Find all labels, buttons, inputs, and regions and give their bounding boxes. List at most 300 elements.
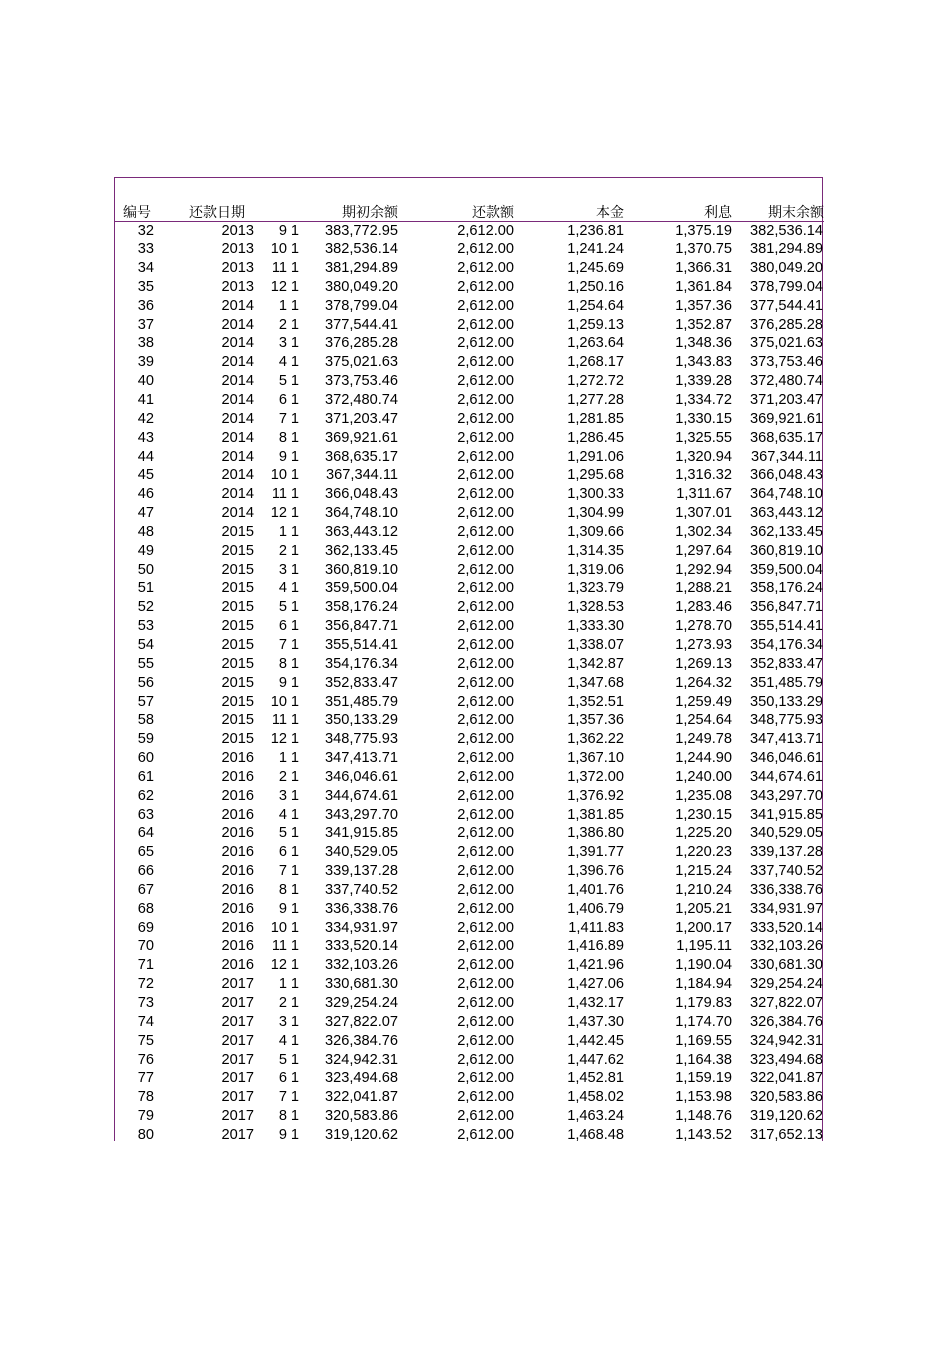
cell-principal: 1,352.51 bbox=[567, 693, 625, 710]
cell-payment: 2,612.00 bbox=[457, 957, 515, 974]
cell-closing-balance: 352,833.47 bbox=[749, 655, 824, 672]
cell-day: 1 bbox=[290, 260, 300, 277]
cell-closing-balance: 347,413.71 bbox=[749, 731, 824, 748]
cell-day: 1 bbox=[290, 467, 300, 484]
cell-payment: 2,612.00 bbox=[457, 844, 515, 861]
cell-payment: 2,612.00 bbox=[457, 1051, 515, 1068]
cell-no: 34 bbox=[137, 260, 154, 277]
cell-year: 2015 bbox=[221, 561, 254, 578]
cell-month: 6 bbox=[278, 844, 287, 861]
cell-day: 1 bbox=[290, 1032, 300, 1049]
cell-day: 1 bbox=[290, 787, 300, 804]
cell-year: 2016 bbox=[221, 881, 254, 898]
cell-year: 2013 bbox=[221, 241, 254, 258]
cell-interest: 1,235.08 bbox=[675, 787, 733, 804]
cell-no: 44 bbox=[137, 448, 154, 465]
header-principal: 本金 bbox=[514, 178, 624, 221]
cell-year: 2017 bbox=[221, 1013, 254, 1030]
cell-closing-balance: 332,103.26 bbox=[749, 938, 824, 955]
cell-closing-balance: 336,338.76 bbox=[749, 881, 824, 898]
cell-payment: 2,612.00 bbox=[457, 976, 515, 993]
cell-no: 56 bbox=[137, 674, 154, 691]
cell-month: 11 bbox=[271, 486, 287, 503]
cell-no: 68 bbox=[137, 900, 154, 917]
cell-year: 2014 bbox=[221, 297, 254, 314]
cell-day: 1 bbox=[290, 655, 300, 672]
cell-year: 2016 bbox=[221, 919, 254, 936]
cell-day: 1 bbox=[290, 523, 300, 540]
cell-year: 2017 bbox=[221, 976, 254, 993]
cell-no: 58 bbox=[137, 712, 154, 729]
cell-no: 40 bbox=[137, 373, 154, 390]
cell-year: 2014 bbox=[221, 335, 254, 352]
cell-interest: 1,195.11 bbox=[676, 938, 733, 955]
cell-principal: 1,241.24 bbox=[567, 241, 625, 258]
cell-day: 1 bbox=[290, 373, 300, 390]
cell-year: 2014 bbox=[221, 467, 254, 484]
cell-closing-balance: 362,133.45 bbox=[749, 523, 824, 540]
cell-interest: 1,311.67 bbox=[676, 486, 733, 503]
cell-opening-balance: 366,048.43 bbox=[324, 486, 399, 503]
cell-payment: 2,612.00 bbox=[457, 825, 515, 842]
cell-payment: 2,612.00 bbox=[457, 900, 515, 917]
cell-interest: 1,159.19 bbox=[675, 1070, 733, 1087]
table-row bbox=[115, 428, 824, 447]
cell-day: 1 bbox=[290, 448, 300, 465]
cell-opening-balance: 327,822.07 bbox=[324, 1013, 399, 1030]
cell-opening-balance: 355,514.41 bbox=[324, 636, 399, 653]
cell-opening-balance: 343,297.70 bbox=[324, 806, 399, 823]
cell-opening-balance: 320,583.86 bbox=[324, 1108, 399, 1125]
cell-day: 1 bbox=[290, 995, 300, 1012]
cell-principal: 1,421.96 bbox=[567, 957, 625, 974]
cell-closing-balance: 339,137.28 bbox=[749, 844, 824, 861]
cell-opening-balance: 348,775.93 bbox=[324, 731, 399, 748]
cell-no: 51 bbox=[137, 580, 154, 597]
cell-closing-balance: 371,203.47 bbox=[749, 392, 824, 409]
cell-month: 8 bbox=[278, 655, 287, 672]
cell-interest: 1,205.21 bbox=[675, 900, 733, 917]
cell-month: 9 bbox=[278, 448, 287, 465]
cell-day: 1 bbox=[290, 712, 300, 729]
table-row bbox=[115, 353, 824, 372]
table-row bbox=[115, 843, 824, 862]
cell-closing-balance: 319,120.62 bbox=[749, 1108, 824, 1125]
header-opening-balance: 期初余额 bbox=[305, 178, 398, 221]
cell-opening-balance: 371,203.47 bbox=[324, 410, 399, 427]
cell-day: 1 bbox=[290, 674, 300, 691]
table-body bbox=[115, 221, 824, 1144]
cell-month: 12 bbox=[270, 278, 287, 295]
cell-principal: 1,401.76 bbox=[567, 881, 625, 898]
cell-payment: 2,612.00 bbox=[457, 542, 515, 559]
cell-closing-balance: 350,133.29 bbox=[749, 693, 824, 710]
table-row bbox=[115, 1126, 824, 1145]
cell-no: 55 bbox=[137, 655, 154, 672]
cell-interest: 1,316.32 bbox=[675, 467, 733, 484]
cell-payment: 2,612.00 bbox=[457, 919, 515, 936]
cell-no: 80 bbox=[137, 1126, 154, 1143]
cell-principal: 1,309.66 bbox=[567, 523, 625, 540]
cell-interest: 1,278.70 bbox=[675, 618, 733, 635]
cell-day: 1 bbox=[290, 863, 300, 880]
table-row bbox=[115, 598, 824, 617]
cell-payment: 2,612.00 bbox=[457, 467, 515, 484]
cell-year: 2015 bbox=[221, 618, 254, 635]
cell-opening-balance: 369,921.61 bbox=[324, 429, 399, 446]
cell-interest: 1,348.36 bbox=[675, 335, 733, 352]
cell-principal: 1,263.64 bbox=[567, 335, 625, 352]
cell-closing-balance: 375,021.63 bbox=[749, 335, 824, 352]
cell-year: 2016 bbox=[221, 900, 254, 917]
cell-day: 1 bbox=[290, 731, 300, 748]
cell-no: 60 bbox=[137, 750, 154, 767]
cell-year: 2015 bbox=[221, 693, 254, 710]
cell-year: 2015 bbox=[221, 674, 254, 691]
cell-interest: 1,164.38 bbox=[675, 1051, 733, 1068]
cell-interest: 1,169.55 bbox=[675, 1032, 733, 1049]
cell-month: 10 bbox=[270, 693, 287, 710]
cell-principal: 1,304.99 bbox=[567, 505, 625, 522]
cell-no: 43 bbox=[137, 429, 154, 446]
cell-month: 11 bbox=[271, 260, 287, 277]
cell-day: 1 bbox=[290, 335, 300, 352]
cell-month: 2 bbox=[278, 542, 287, 559]
cell-principal: 1,300.33 bbox=[567, 486, 625, 503]
cell-principal: 1,458.02 bbox=[567, 1089, 625, 1106]
cell-closing-balance: 343,297.70 bbox=[749, 787, 824, 804]
cell-no: 47 bbox=[137, 505, 154, 522]
cell-principal: 1,452.81 bbox=[567, 1070, 625, 1087]
cell-opening-balance: 344,674.61 bbox=[324, 787, 399, 804]
table-row bbox=[115, 466, 824, 485]
table-row bbox=[115, 786, 824, 805]
header-payment: 还款额 bbox=[398, 178, 514, 221]
cell-interest: 1,230.15 bbox=[675, 806, 733, 823]
cell-no: 49 bbox=[137, 542, 154, 559]
cell-year: 2014 bbox=[221, 410, 254, 427]
cell-no: 36 bbox=[137, 297, 154, 314]
cell-year: 2014 bbox=[221, 448, 254, 465]
table-row bbox=[115, 1069, 824, 1088]
cell-month: 10 bbox=[270, 241, 287, 258]
cell-opening-balance: 326,384.76 bbox=[324, 1032, 399, 1049]
cell-day: 1 bbox=[290, 919, 300, 936]
cell-interest: 1,292.94 bbox=[675, 561, 733, 578]
cell-principal: 1,468.48 bbox=[567, 1126, 625, 1143]
cell-principal: 1,272.72 bbox=[567, 373, 625, 390]
cell-interest: 1,225.20 bbox=[675, 825, 733, 842]
cell-opening-balance: 322,041.87 bbox=[324, 1089, 399, 1106]
cell-year: 2015 bbox=[221, 580, 254, 597]
cell-payment: 2,612.00 bbox=[457, 881, 515, 898]
cell-payment: 2,612.00 bbox=[457, 297, 515, 314]
cell-year: 2016 bbox=[221, 957, 254, 974]
cell-closing-balance: 376,285.28 bbox=[749, 316, 824, 333]
table-row bbox=[115, 560, 824, 579]
cell-year: 2013 bbox=[221, 278, 254, 295]
table-row bbox=[115, 767, 824, 786]
cell-opening-balance: 352,833.47 bbox=[324, 674, 399, 691]
cell-principal: 1,362.22 bbox=[567, 731, 625, 748]
cell-closing-balance: 377,544.41 bbox=[749, 297, 824, 314]
cell-no: 33 bbox=[137, 241, 154, 258]
cell-no: 76 bbox=[137, 1051, 154, 1068]
cell-no: 70 bbox=[137, 938, 154, 955]
cell-day: 1 bbox=[290, 316, 300, 333]
cell-principal: 1,319.06 bbox=[567, 561, 625, 578]
cell-month: 6 bbox=[278, 392, 287, 409]
cell-day: 1 bbox=[290, 750, 300, 767]
cell-closing-balance: 333,520.14 bbox=[749, 919, 824, 936]
cell-no: 59 bbox=[137, 731, 154, 748]
cell-closing-balance: 366,048.43 bbox=[749, 467, 824, 484]
cell-year: 2017 bbox=[221, 1032, 254, 1049]
cell-closing-balance: 340,529.05 bbox=[749, 825, 824, 842]
cell-interest: 1,307.01 bbox=[675, 505, 733, 522]
cell-opening-balance: 380,049.20 bbox=[324, 278, 399, 295]
cell-day: 1 bbox=[290, 542, 300, 559]
cell-opening-balance: 323,494.68 bbox=[324, 1070, 399, 1087]
table-row bbox=[115, 221, 824, 240]
cell-year: 2015 bbox=[221, 599, 254, 616]
cell-day: 1 bbox=[290, 599, 300, 616]
cell-month: 10 bbox=[270, 919, 287, 936]
table-row bbox=[115, 673, 824, 692]
table-row bbox=[115, 711, 824, 730]
header-closing-balance: 期末余额 bbox=[732, 178, 824, 221]
cell-opening-balance: 334,931.97 bbox=[324, 919, 399, 936]
cell-principal: 1,357.36 bbox=[567, 712, 625, 729]
cell-payment: 2,612.00 bbox=[457, 618, 515, 635]
cell-year: 2015 bbox=[221, 731, 254, 748]
cell-month: 12 bbox=[270, 957, 287, 974]
cell-closing-balance: 326,384.76 bbox=[749, 1013, 824, 1030]
amortization-table-frame bbox=[114, 177, 823, 1141]
cell-month: 1 bbox=[278, 523, 287, 540]
cell-payment: 2,612.00 bbox=[457, 392, 515, 409]
table-row bbox=[115, 1012, 824, 1031]
cell-closing-balance: 373,753.46 bbox=[749, 354, 824, 371]
cell-interest: 1,269.13 bbox=[675, 655, 733, 672]
table-row bbox=[115, 636, 824, 655]
cell-month: 8 bbox=[278, 429, 287, 446]
cell-day: 1 bbox=[290, 561, 300, 578]
cell-interest: 1,220.23 bbox=[675, 844, 733, 861]
cell-closing-balance: 344,674.61 bbox=[749, 768, 824, 785]
cell-payment: 2,612.00 bbox=[457, 373, 515, 390]
cell-closing-balance: 363,443.12 bbox=[749, 505, 824, 522]
cell-no: 73 bbox=[137, 995, 154, 1012]
cell-principal: 1,367.10 bbox=[567, 750, 625, 767]
cell-closing-balance: 354,176.34 bbox=[749, 636, 824, 653]
cell-principal: 1,295.68 bbox=[567, 467, 625, 484]
cell-payment: 2,612.00 bbox=[457, 561, 515, 578]
cell-day: 1 bbox=[290, 278, 300, 295]
cell-no: 50 bbox=[137, 561, 154, 578]
table-row bbox=[115, 899, 824, 918]
cell-year: 2016 bbox=[221, 787, 254, 804]
cell-payment: 2,612.00 bbox=[457, 1070, 515, 1087]
cell-day: 1 bbox=[290, 636, 300, 653]
cell-opening-balance: 333,520.14 bbox=[324, 938, 399, 955]
table-row bbox=[115, 391, 824, 410]
table-row bbox=[115, 956, 824, 975]
cell-no: 41 bbox=[137, 392, 154, 409]
cell-month: 5 bbox=[278, 599, 287, 616]
cell-year: 2014 bbox=[221, 392, 254, 409]
cell-month: 5 bbox=[278, 825, 287, 842]
cell-payment: 2,612.00 bbox=[457, 636, 515, 653]
cell-principal: 1,259.13 bbox=[567, 316, 625, 333]
cell-closing-balance: 320,583.86 bbox=[749, 1089, 824, 1106]
cell-month: 4 bbox=[278, 1032, 287, 1049]
cell-opening-balance: 354,176.34 bbox=[324, 655, 399, 672]
cell-day: 1 bbox=[290, 580, 300, 597]
cell-principal: 1,376.92 bbox=[567, 787, 625, 804]
cell-opening-balance: 339,137.28 bbox=[324, 863, 399, 880]
cell-interest: 1,259.49 bbox=[675, 693, 733, 710]
cell-interest: 1,288.21 bbox=[675, 580, 733, 597]
table-row bbox=[115, 749, 824, 768]
cell-principal: 1,333.30 bbox=[567, 618, 625, 635]
table-row bbox=[115, 654, 824, 673]
cell-day: 1 bbox=[290, 410, 300, 427]
cell-payment: 2,612.00 bbox=[457, 768, 515, 785]
cell-month: 10 bbox=[270, 467, 287, 484]
cell-no: 78 bbox=[137, 1089, 154, 1106]
cell-day: 1 bbox=[290, 881, 300, 898]
cell-day: 1 bbox=[290, 505, 300, 522]
table-row bbox=[115, 409, 824, 428]
cell-year: 2015 bbox=[221, 636, 254, 653]
cell-closing-balance: 381,294.89 bbox=[749, 241, 824, 258]
cell-payment: 2,612.00 bbox=[457, 787, 515, 804]
cell-payment: 2,612.00 bbox=[457, 523, 515, 540]
cell-principal: 1,427.06 bbox=[567, 976, 625, 993]
cell-closing-balance: 351,485.79 bbox=[749, 674, 824, 691]
cell-month: 7 bbox=[278, 410, 287, 427]
cell-opening-balance: 329,254.24 bbox=[324, 995, 399, 1012]
cell-interest: 1,190.04 bbox=[675, 957, 733, 974]
cell-month: 5 bbox=[278, 1051, 287, 1068]
table-row bbox=[115, 523, 824, 542]
table-row bbox=[115, 372, 824, 391]
cell-month: 11 bbox=[271, 712, 287, 729]
cell-payment: 2,612.00 bbox=[457, 1013, 515, 1030]
table-row bbox=[115, 617, 824, 636]
cell-opening-balance: 332,103.26 bbox=[324, 957, 399, 974]
cell-closing-balance: 380,049.20 bbox=[749, 260, 824, 277]
cell-interest: 1,153.98 bbox=[675, 1089, 733, 1106]
cell-principal: 1,381.85 bbox=[567, 806, 625, 823]
cell-closing-balance: 378,799.04 bbox=[749, 278, 824, 295]
cell-payment: 2,612.00 bbox=[457, 429, 515, 446]
cell-year: 2017 bbox=[221, 995, 254, 1012]
cell-principal: 1,463.24 bbox=[567, 1108, 625, 1125]
cell-principal: 1,254.64 bbox=[567, 297, 625, 314]
cell-opening-balance: 319,120.62 bbox=[324, 1126, 399, 1143]
cell-month: 9 bbox=[278, 1126, 287, 1143]
cell-no: 52 bbox=[137, 599, 154, 616]
cell-month: 8 bbox=[278, 1108, 287, 1125]
table-row bbox=[115, 1050, 824, 1069]
cell-payment: 2,612.00 bbox=[457, 712, 515, 729]
cell-payment: 2,612.00 bbox=[457, 448, 515, 465]
cell-month: 3 bbox=[278, 1013, 287, 1030]
cell-principal: 1,268.17 bbox=[567, 354, 625, 371]
cell-year: 2014 bbox=[221, 316, 254, 333]
cell-opening-balance: 360,819.10 bbox=[324, 561, 399, 578]
cell-principal: 1,245.69 bbox=[567, 260, 625, 277]
table-row bbox=[115, 447, 824, 466]
cell-year: 2016 bbox=[221, 825, 254, 842]
table-row bbox=[115, 862, 824, 881]
cell-interest: 1,249.78 bbox=[675, 731, 733, 748]
cell-no: 75 bbox=[137, 1032, 154, 1049]
header-row bbox=[115, 178, 824, 221]
cell-day: 1 bbox=[290, 957, 300, 974]
cell-opening-balance: 336,338.76 bbox=[324, 900, 399, 917]
table-row bbox=[115, 1107, 824, 1126]
cell-year: 2014 bbox=[221, 486, 254, 503]
cell-month: 1 bbox=[278, 297, 287, 314]
cell-closing-balance: 346,046.61 bbox=[749, 750, 824, 767]
table-row bbox=[115, 994, 824, 1013]
cell-month: 2 bbox=[278, 768, 287, 785]
cell-day: 1 bbox=[290, 825, 300, 842]
cell-day: 1 bbox=[290, 486, 300, 503]
cell-year: 2016 bbox=[221, 806, 254, 823]
cell-no: 66 bbox=[137, 863, 154, 880]
cell-no: 32 bbox=[137, 222, 154, 239]
cell-principal: 1,236.81 bbox=[567, 222, 625, 239]
cell-month: 7 bbox=[278, 1089, 287, 1106]
cell-no: 72 bbox=[137, 976, 154, 993]
cell-no: 57 bbox=[137, 693, 154, 710]
cell-month: 9 bbox=[278, 900, 287, 917]
cell-no: 71 bbox=[137, 957, 154, 974]
cell-month: 7 bbox=[278, 636, 287, 653]
cell-principal: 1,406.79 bbox=[567, 900, 625, 917]
table-row bbox=[115, 278, 824, 297]
cell-payment: 2,612.00 bbox=[457, 1126, 515, 1143]
cell-payment: 2,612.00 bbox=[457, 241, 515, 258]
cell-month: 11 bbox=[271, 938, 287, 955]
cell-payment: 2,612.00 bbox=[457, 938, 515, 955]
cell-opening-balance: 367,344.11 bbox=[326, 467, 399, 484]
cell-no: 42 bbox=[137, 410, 154, 427]
cell-no: 46 bbox=[137, 486, 154, 503]
cell-principal: 1,277.28 bbox=[567, 392, 625, 409]
table-row bbox=[115, 692, 824, 711]
cell-payment: 2,612.00 bbox=[457, 674, 515, 691]
cell-principal: 1,447.62 bbox=[567, 1051, 625, 1068]
cell-payment: 2,612.00 bbox=[457, 863, 515, 880]
table-row bbox=[115, 975, 824, 994]
cell-principal: 1,291.06 bbox=[567, 448, 625, 465]
cell-opening-balance: 377,544.41 bbox=[324, 316, 399, 333]
cell-payment: 2,612.00 bbox=[457, 655, 515, 672]
cell-closing-balance: 330,681.30 bbox=[749, 957, 824, 974]
cell-month: 1 bbox=[278, 976, 287, 993]
cell-day: 1 bbox=[290, 693, 300, 710]
cell-day: 1 bbox=[290, 222, 300, 239]
cell-no: 53 bbox=[137, 618, 154, 635]
cell-no: 79 bbox=[137, 1108, 154, 1125]
cell-month: 3 bbox=[278, 561, 287, 578]
cell-opening-balance: 373,753.46 bbox=[324, 373, 399, 390]
